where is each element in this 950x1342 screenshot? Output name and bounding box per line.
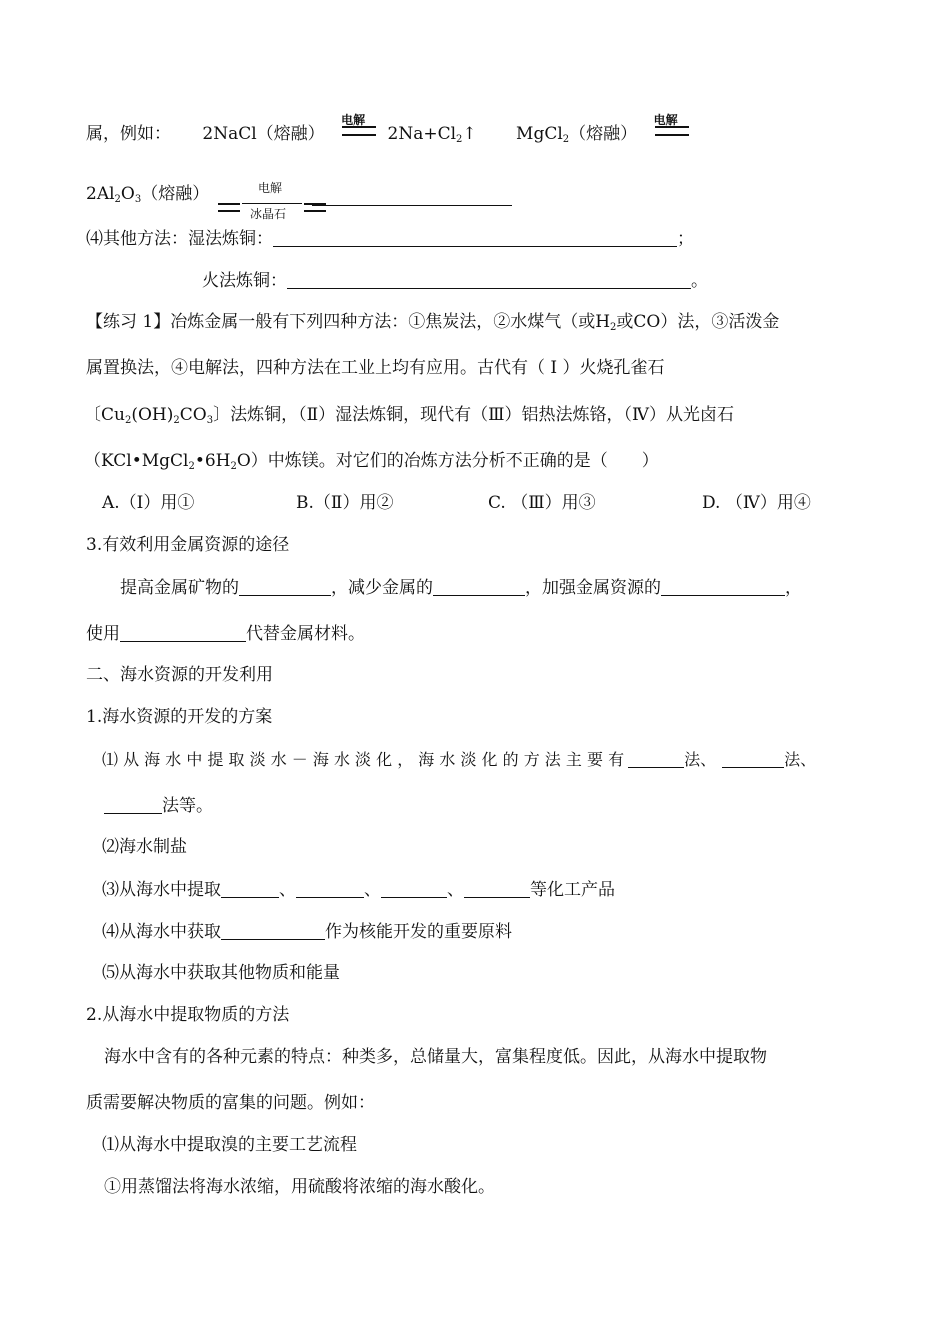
blank-method-1[interactable] [628,751,684,768]
paragraph-line-2: 质需要解决物质的富集的问题。例如： [86,1093,375,1113]
option-c[interactable]: C. （Ⅲ）用③ [488,493,596,513]
other-methods-line: ⑷其他方法：湿法炼铜： ； [86,229,694,249]
exercise-line-4: $(KCl•MgCl_2•6H_2O)$中炼镁。对它们的冶炼方法分析不正确的是（ ） [84,451,659,472]
section-3-para-2: 使用 代替金属材料。 [86,624,365,644]
answer-blank-al[interactable] [312,205,512,206]
item-4: ⑷从海水中获取 作为核能开发的重要原料 [102,922,512,942]
mgcl2-reactant: MgCl$_2$（熔融） [516,124,638,145]
cond-bottom-label: 冰晶石 [250,207,287,221]
option-a[interactable]: A.（Ⅰ）用① [102,493,195,513]
blank-method-2[interactable] [722,751,784,768]
equals-left [218,203,240,212]
section-3-para-1: 提高金属矿物的 ，减少金属的 ，加强金属资源的 ， [120,578,802,598]
option-b[interactable]: B.（Ⅱ）用② [296,493,394,513]
equals-sign [342,126,376,136]
equation-line-2 [86,186,209,205]
bromine-title: ⑴从海水中提取溴的主要工艺流程 [102,1135,357,1155]
al2o3-reactant: $2Al_2O_3$（熔融） [86,184,210,205]
paragraph-line-1: 海水中含有的各种元素的特点：种类多，总储量大，富集程度低。因此，从海水中提取物 [104,1047,767,1067]
blank-nuclear[interactable] [221,923,325,940]
cond-top-label: 电解 [258,181,283,195]
blank-utilization[interactable] [239,579,331,596]
fire-copper-line: 火法炼铜： 。 [202,271,708,291]
exercise-line-3: 〔$Cu_2(OH)_2CO_3$〕法炼铜，（Ⅱ）湿法炼铜，现代有（Ⅲ）铝热法炼铬，（Ⅳ）从光卤石 [84,405,735,426]
blank-method-3[interactable] [104,797,162,814]
prefix-text: 属，例如： [86,124,171,144]
exercise-line-2: 属置换法，④电解法，四种方法在工业上均有应用。古代有（ I ）火烧孔雀石 [86,358,665,378]
item-1-line-2: 法等。 [104,797,213,815]
condition-label: 电解 [653,113,678,127]
condition-label: 电解 [341,113,366,127]
nacl-reactant: 2NaCl（熔融） [202,124,325,144]
subsection-1-title: 1.海水资源的开发的方案 [86,707,273,727]
electrolysis-condition-2 [653,113,689,143]
blank-product-3[interactable] [381,881,447,898]
exercise-line-1: 【练习 1】冶炼金属一般有下列四种方法：①焦炭法，②水煤气（或$H_2$或CO）法，③活泼金 [86,312,780,333]
blank-product-4[interactable] [464,881,530,898]
item-1-line: ⑴ 从 海 水 中 提 取 淡 水 － 海 水 淡 化 ， 海 水 淡 化 的 方 法 主 要 有 法、 法、 [102,750,817,769]
item-2: ⑵海水制盐 [102,837,187,857]
item-3: ⑶从海水中提取 、 、 、 等化工产品 [102,880,615,900]
part-2-title: 二、海水资源的开发利用 [86,665,273,685]
equals-sign [655,126,689,136]
equation-line-1 [86,113,689,145]
blank-product-2[interactable] [296,881,364,898]
blank-corrosion[interactable] [433,579,525,596]
nacl-product: $2Na+Cl_2↑$ [387,124,477,145]
answer-blank-wet-copper[interactable] [273,230,677,247]
blank-recycle[interactable] [661,579,785,596]
condition-bar [242,203,302,204]
option-d[interactable]: D. （Ⅳ）用④ [702,493,811,513]
bromine-step-1: ①用蒸馏法将海水浓缩，用硫酸将浓缩的海水酸化。 [104,1177,495,1197]
answer-blank-fire-copper[interactable] [287,272,691,289]
subsection-2-title: 2.从海水中提取物质的方法 [86,1005,290,1025]
blank-product-1[interactable] [221,881,279,898]
electrolysis-condition-1 [341,113,376,143]
item-5: ⑸从海水中获取其他物质和能量 [102,963,340,983]
blank-substitute[interactable] [120,625,246,642]
section-3-title: 3.有效利用金属资源的途径 [86,535,290,555]
